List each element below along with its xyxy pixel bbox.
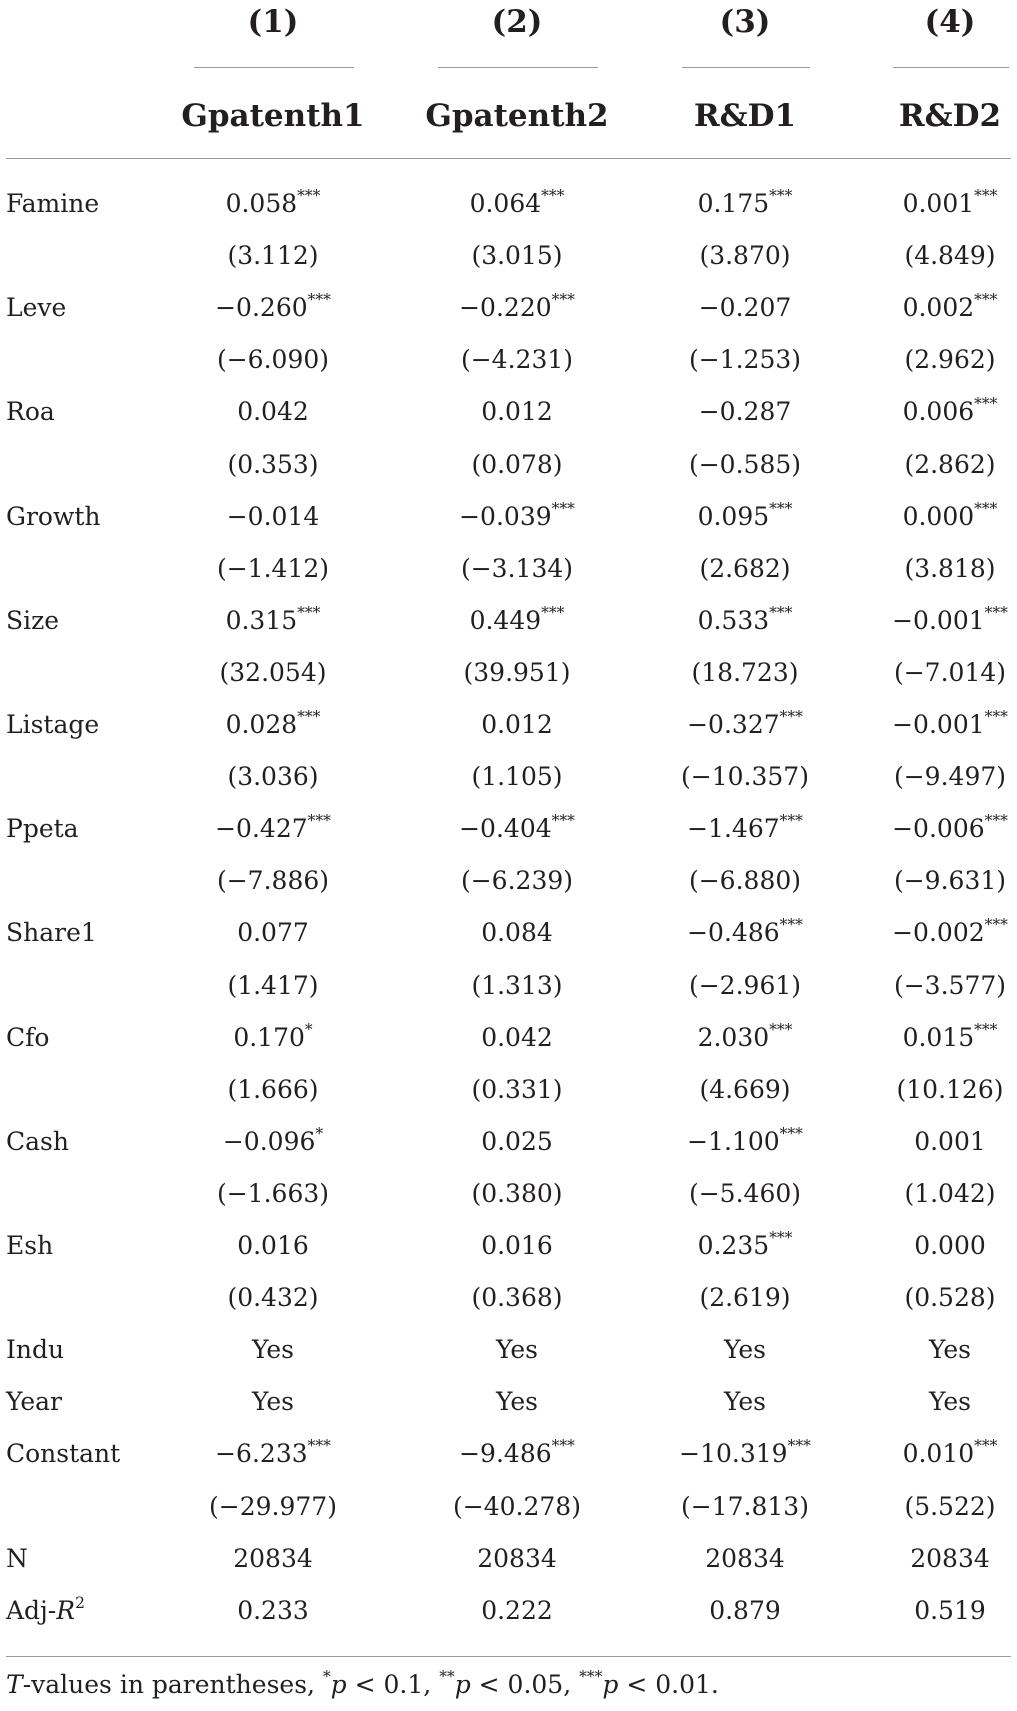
table-cell: −0.006*** [892,812,1008,844]
p2-stars: ** [439,1668,455,1687]
table-cell: 0.095*** [697,499,793,531]
t-text: -values in parentheses, [22,1670,323,1699]
significance-stars: *** [541,187,565,206]
table-cell: −0.220*** [459,291,575,323]
row-label [6,1116,69,1168]
table-row [0,386,1017,438]
significance-stars: *** [974,1437,998,1456]
table-cell: 20834 [477,1543,557,1573]
row-label-text: Esh [6,1231,54,1260]
table-cell: −0.002*** [892,916,1008,948]
table-cell: (4.849) [904,241,996,271]
table-row [0,907,1017,959]
significance-stars: *** [769,603,793,622]
row-label [6,386,55,438]
table-cell: (5.522) [904,1491,996,1521]
table-cell: (−6.090) [216,345,330,375]
column-underline-1 [194,67,354,68]
table-cell: (2.862) [904,449,996,479]
table-cell: −0.039*** [459,499,575,531]
significance-stars: *** [769,187,793,206]
table-cell: (−29.977) [209,1491,337,1521]
significance-stars: *** [769,1229,793,1248]
table-cell: (2.962) [904,345,996,375]
t-symbol: T [6,1670,23,1699]
significance-stars: * [315,1124,324,1143]
significance-stars: *** [297,603,321,622]
table-row [0,1272,1017,1324]
table-cell: 0.028*** [225,708,321,739]
table-cell: −0.287 [698,397,792,427]
table-cell: (1.105) [471,762,563,792]
table-cell: (−3.134) [460,553,574,583]
table-cell: −0.327*** [687,708,803,739]
column-underline-3 [682,67,810,68]
table-cell: 0.233 [237,1595,309,1625]
table-cell: −0.001*** [892,603,1008,635]
table-cell: 0.519 [914,1595,986,1625]
significance-stars: * [304,1020,313,1039]
table-cell: 0.235*** [697,1229,793,1260]
significance-stars: *** [974,187,998,206]
significance-stars: *** [974,1020,998,1039]
row-label-text: Famine [6,189,100,218]
column-number-4: (4) [924,4,976,40]
p1-text: < 0.1, [346,1670,440,1699]
table-cell: 0.175*** [697,187,793,218]
table-row [0,1064,1017,1116]
table-cell: −0.014 [226,501,320,531]
table-cell: 0.058*** [225,187,321,218]
table-cell: Yes [929,1387,971,1417]
table-row [0,1168,1017,1220]
column-name-1: Gpatenth1 [181,98,365,134]
table-cell: 0.533*** [697,603,793,635]
column-number-3: (3) [719,4,771,40]
row-label: Adj-$R^2$ [6,1593,85,1625]
table-row [0,1324,1017,1376]
table-cell: 0.879 [709,1595,781,1625]
row-label [6,699,99,751]
significance-stars: *** [779,812,803,831]
table-row [0,1012,1017,1064]
significance-stars: *** [984,708,1008,727]
significance-stars: *** [297,187,321,206]
table-cell: (1.042) [904,1178,996,1208]
row-label-text: Growth [6,501,101,531]
table-cell: (−3.577) [893,970,1007,1000]
table-cell: (0.528) [904,1283,996,1313]
significance-stars: *** [297,708,321,727]
table-cell: 20834 [233,1543,313,1573]
table-cell: (−1.412) [216,553,330,583]
row-label-text: Roa [6,397,55,427]
p1-symbol: p [330,1670,347,1699]
table-cell: 0.042 [481,1022,553,1052]
row-label-text: Listage [6,710,100,739]
row-label [6,1428,120,1480]
row-label [6,491,101,543]
row-label-superscript: 2 [75,1593,85,1612]
row-label [6,595,59,647]
significance-stars: *** [307,291,331,310]
table-cell: 2.030*** [697,1020,793,1052]
table-cell: −0.260*** [215,291,331,323]
table-cell: 0.064*** [469,187,565,218]
significance-stars: *** [779,708,803,727]
table-cell: (−17.813) [681,1491,809,1521]
table-row [0,1220,1017,1272]
table-cell: −0.096* [222,1124,324,1156]
table-row [0,595,1017,647]
significance-stars: *** [779,916,803,935]
significance-stars: *** [974,395,998,414]
row-label [6,178,99,230]
table-row [0,855,1017,907]
table-cell: −0.404*** [459,812,575,844]
table-row [0,282,1017,334]
significance-stars: *** [307,1437,331,1456]
table-row [0,334,1017,386]
table-cell: 0.025 [481,1126,553,1156]
table-cell: 0.084 [481,918,553,948]
table-cell: 0.449*** [469,603,565,635]
row-label-text: Constant [6,1439,121,1469]
table-cell: 0.012 [481,397,553,427]
table-cell: (10.126) [896,1074,1004,1104]
table-cell: Yes [724,1387,766,1417]
significance-stars: *** [551,499,575,518]
p3-text: < 0.01. [618,1670,719,1699]
table-row [0,699,1017,751]
row-label [6,1012,49,1064]
table-cell: (−1.253) [688,345,802,375]
significance-stars: *** [984,916,1008,935]
table-cell: (0.368) [471,1283,563,1313]
table-cell: (32.054) [219,657,327,687]
table-cell: (4.669) [699,1074,791,1104]
table-cell: 0.001*** [902,187,998,218]
table-cell: −1.100*** [687,1124,803,1156]
table-row [0,960,1017,1012]
row-label [6,1324,64,1376]
table-cell: (−9.497) [893,762,1007,792]
table-cell: (1.666) [227,1074,319,1104]
table-cell: (18.723) [691,657,799,687]
table-cell: Yes [929,1335,971,1365]
row-label [6,803,79,855]
p3-symbol: p [602,1670,619,1699]
table-cell: (−9.631) [893,866,1007,896]
table-cell: 0.000*** [902,499,998,531]
table-cell: −0.001*** [892,708,1008,739]
table-row [0,1116,1017,1168]
significance-stars: *** [984,812,1008,831]
table-row [0,1481,1017,1533]
row-label-text: N [6,1543,28,1573]
row-label-text: Indu [6,1335,65,1365]
table-cell: Yes [724,1335,766,1365]
table-cell: (−7.886) [216,866,330,896]
table-cell: (−1.663) [216,1178,330,1208]
p1-stars: * [322,1668,331,1687]
row-label-text: Cfo [6,1022,50,1052]
table-cell: 20834 [705,1543,785,1573]
column-name-3: R&D1 [693,98,797,134]
bottom-rule [6,1656,1011,1657]
row-label-text: Share1 [6,918,97,948]
table-cell: Yes [252,1387,294,1417]
column-name-4: R&D2 [898,98,1002,134]
significance-stars: *** [769,499,793,518]
table-row [0,751,1017,803]
table-row [0,439,1017,491]
significance-stars: *** [551,291,575,310]
table-cell: (−6.880) [688,866,802,896]
table-row [0,1585,1017,1637]
column-name-2: Gpatenth2 [425,98,609,134]
table-cell: (2.682) [699,553,791,583]
table-cell: 0.077 [237,918,309,948]
table-cell: −0.486*** [687,916,803,948]
table-row [0,230,1017,282]
significance-stars: *** [984,603,1008,622]
table-cell: 0.001 [914,1126,986,1156]
table-footnote [6,1665,719,1705]
significance-stars: *** [551,1437,575,1456]
row-label [6,282,66,334]
table-row [0,543,1017,595]
significance-stars: *** [974,291,998,310]
row-label-text: Leve [6,293,67,323]
table-cell: (39.951) [463,657,571,687]
table-cell: 0.002*** [902,291,998,323]
table-cell: −0.427*** [215,812,331,844]
table-cell: −1.467*** [687,812,803,844]
column-underline-4 [893,67,1009,68]
row-label-text: Year [6,1387,62,1417]
table-cell: (−6.239) [460,866,574,896]
row-label-text: Cash [6,1126,69,1156]
table-cell: 20834 [910,1543,990,1573]
table-cell: (−2.961) [688,970,802,1000]
row-label [6,1376,62,1428]
table-cell: (3.112) [227,241,319,271]
table-row [0,1533,1017,1585]
table-cell: (0.331) [471,1074,563,1104]
table-row [0,1428,1017,1480]
column-number-1: (1) [247,4,299,40]
header-rule [6,158,1011,159]
table-cell: (3.870) [699,241,791,271]
p2-symbol: p [454,1670,471,1699]
significance-stars: *** [541,603,565,622]
table-cell: 0.315*** [225,603,321,635]
significance-stars: *** [974,499,998,518]
table-cell: (3.015) [471,241,563,271]
column-number-2: (2) [491,4,543,40]
table-cell: 0.006*** [902,395,998,427]
table-cell: 0.016 [237,1231,309,1260]
table-cell: (−0.585) [688,449,802,479]
table-cell: 0.222 [481,1595,553,1625]
row-label-text: Ppeta [6,814,79,844]
row-label [6,1220,53,1272]
table-row [0,491,1017,543]
table-cell: (−5.460) [688,1178,802,1208]
table-cell: (−10.357) [681,762,809,792]
table-cell: 0.010*** [902,1437,998,1469]
table-cell: −9.486*** [459,1437,575,1469]
significance-stars: *** [787,1437,811,1456]
table-cell: 0.012 [481,710,553,739]
table-cell: (3.036) [227,762,319,792]
table-cell: (0.353) [227,449,319,479]
column-underline-2 [438,67,598,68]
table-cell: (3.818) [904,553,996,583]
p2-text: < 0.05, [470,1670,580,1699]
table-cell: (−7.014) [893,657,1007,687]
table-row [0,1376,1017,1428]
table-cell: (−40.278) [453,1491,581,1521]
table-cell: −6.233*** [215,1437,331,1469]
significance-stars: *** [551,812,575,831]
table-cell: 0.170* [233,1020,313,1052]
table-cell: Yes [496,1387,538,1417]
table-cell: (0.078) [471,449,563,479]
table-cell: 0.042 [237,397,309,427]
table-cell: (−4.231) [460,345,574,375]
row-label-text: Size [6,605,60,635]
table-cell: 0.000 [914,1231,986,1260]
table-row [0,178,1017,230]
table-cell: (1.417) [227,970,319,1000]
table-cell: (0.380) [471,1178,563,1208]
p3-stars: *** [579,1668,603,1687]
significance-stars: *** [779,1124,803,1143]
row-label [6,1533,28,1585]
row-label [6,907,97,959]
table-row [0,647,1017,699]
table-cell: (0.432) [227,1283,319,1313]
table-cell: Yes [496,1335,538,1365]
significance-stars: *** [307,812,331,831]
table-row [0,803,1017,855]
table-cell: −10.319*** [679,1437,811,1469]
table-cell: 0.015*** [902,1020,998,1052]
table-cell: Yes [252,1335,294,1365]
table-cell: (2.619) [699,1283,791,1313]
significance-stars: *** [769,1020,793,1039]
table-cell: −0.207 [698,293,792,323]
table-cell: 0.016 [481,1231,553,1260]
table-cell: (1.313) [471,970,563,1000]
